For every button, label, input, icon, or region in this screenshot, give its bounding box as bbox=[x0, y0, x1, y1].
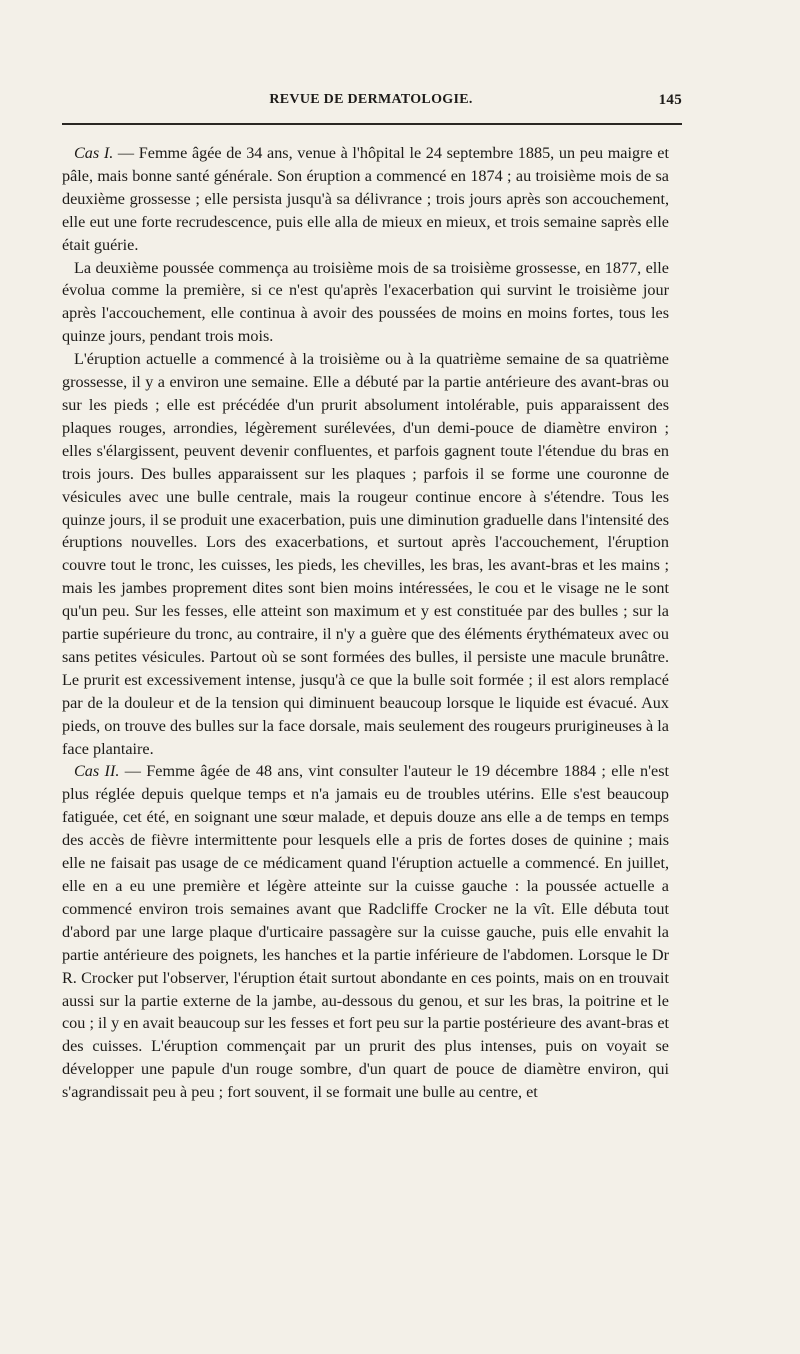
header-rule bbox=[62, 123, 682, 125]
case-label: Cas I. bbox=[74, 144, 114, 162]
case-label: Cas II. bbox=[74, 762, 120, 781]
paragraph-case-2 bbox=[62, 760, 669, 1104]
page-number: 145 bbox=[658, 92, 682, 108]
paragraph-text: — Femme âgée de 48 ans, vint consulter l'auteur le 19 décembre 1884 ; elle n'est plus réglée depuis quelque temps et n'a jamais eu de troubles utérins. Elle s'est beaucoup fatiguée, cet été, en soignant une sœur malade, et depuis douze ans elle a de temps en temps des accès de fièvre intermittente pour lesquels elle a pris de fortes doses de quinine ; mais elle ne faisait pas usage de ce médicament quand l'éruption actuelle a commencé. En juillet, elle en a eu une première et légère atteinte sur la cuisse gauche : la poussée actuelle a commencé environ trois semaines avant que Radcliffe Crocker ne la vît. Elle débuta tout d'abord par une large plaque d'urticaire passagère sur la cuisse gauche, puis elle envahit la partie antérieure des poignets, les hanches et la partie inférieure de l'abdomen. Lorsque le Dr R. Crocker put l'observer, l'éruption était surtout abondante en ces points, mais on en trouvait aussi sur la partie externe de la jambe, au-dessous du genou, et sur les bras, la poitrine et le cou ; il y en avait beaucoup sur les fesses et fort peu sur la partie postérieure des avant-bras et des cuisses. L'éruption commençait par un prurit des plus intenses, puis on voyait se développer une papule d'un rouge sombre, d'un quart de pouce de diamètre environ, qui s'agrandissait peu à peu ; fort souvent, il se formait une bulle au centre, et bbox=[62, 762, 669, 1102]
paragraph bbox=[62, 257, 669, 349]
paragraph-text: L'éruption actuelle a commencé à la troisième ou à la quatrième semaine de sa quatrième grossesse, il y a environ une semaine. Elle a débuté par la partie antérieure des avant-bras ou sur les pieds ; elle est précédée d'un prurit absolument intolérable, puis apparaissent des plaques rouges, arrondies, légèrement surélevées, d'un demi-pouce de diamètre environ ; elles s'élargissent, peuvent devenir confluentes, et parfois gagnent toute l'étendue du bras en trois jours. Des bulles apparaissent sur les plaques ; parfois il se forme une couronne de vésicules avec une bulle centrale, mais la rougeur continue encore à s'étendre. Tous les quinze jours, il se produit une exacerbation, puis une diminution graduelle dans l'intensité des éruptions nouvelles. Lors des exacerbations, et surtout après l'accouchement, l'éruption couvre tout le tronc, les cuisses, les pieds, les chevilles, les bras, les avant-bras et les mains ; mais les jambes proprement dites sont bien moins intéressées, le cou et le visage ne le sont qu'un peu. Sur les fesses, elle atteint son maximum et y est constituée par des bulles ; sur la partie supérieure du tronc, au contraire, il n'y a guère que des éléments érythémateux avec ou sans petites vésicules. Partout où se sont formées des bulles, il persiste une macule brunâtre. Le prurit est excessivement intense, jusqu'à ce que la bulle soit formée ; il est alors remplacé par de la douleur et de la tension qui diminuent beaucoup lorsque le liquide est évacué. Aux pieds, on trouve des bulles sur la face dorsale, mais seulement des rougeurs prurigineuses à la face plantaire. bbox=[62, 350, 669, 758]
paragraph-text: La deuxième poussée commença au troisième mois de sa troisième grossesse, en 1877, elle évolua comme la première, si ce n'est qu'après l'exacerbation qui survint le troisième jour après l'accouchement, elle continua à avoir des poussées de moins en moins fortes, tous les quinze jours, pendant trois mois. bbox=[62, 258, 669, 346]
running-title: REVUE DE DERMATOLOGIE. bbox=[269, 92, 473, 107]
paragraph bbox=[62, 348, 669, 760]
running-head bbox=[60, 90, 682, 112]
paragraph-case-1 bbox=[62, 142, 669, 257]
body-text bbox=[62, 142, 669, 1104]
paragraph-text: — Femme âgée de 34 ans, venue à l'hôpital le 24 septembre 1885, un peu maigre et pâle, mais bonne santé générale. Son éruption a commencé en 1874 ; au troisième mois de sa deuxième grossesse ; elle persista jusqu'à sa délivrance ; trois jours après son accouchement, elle eut une forte recrudescence, puis elle alla de mieux en mieux, et trois semaine saprès elle était guérie. bbox=[62, 144, 669, 254]
